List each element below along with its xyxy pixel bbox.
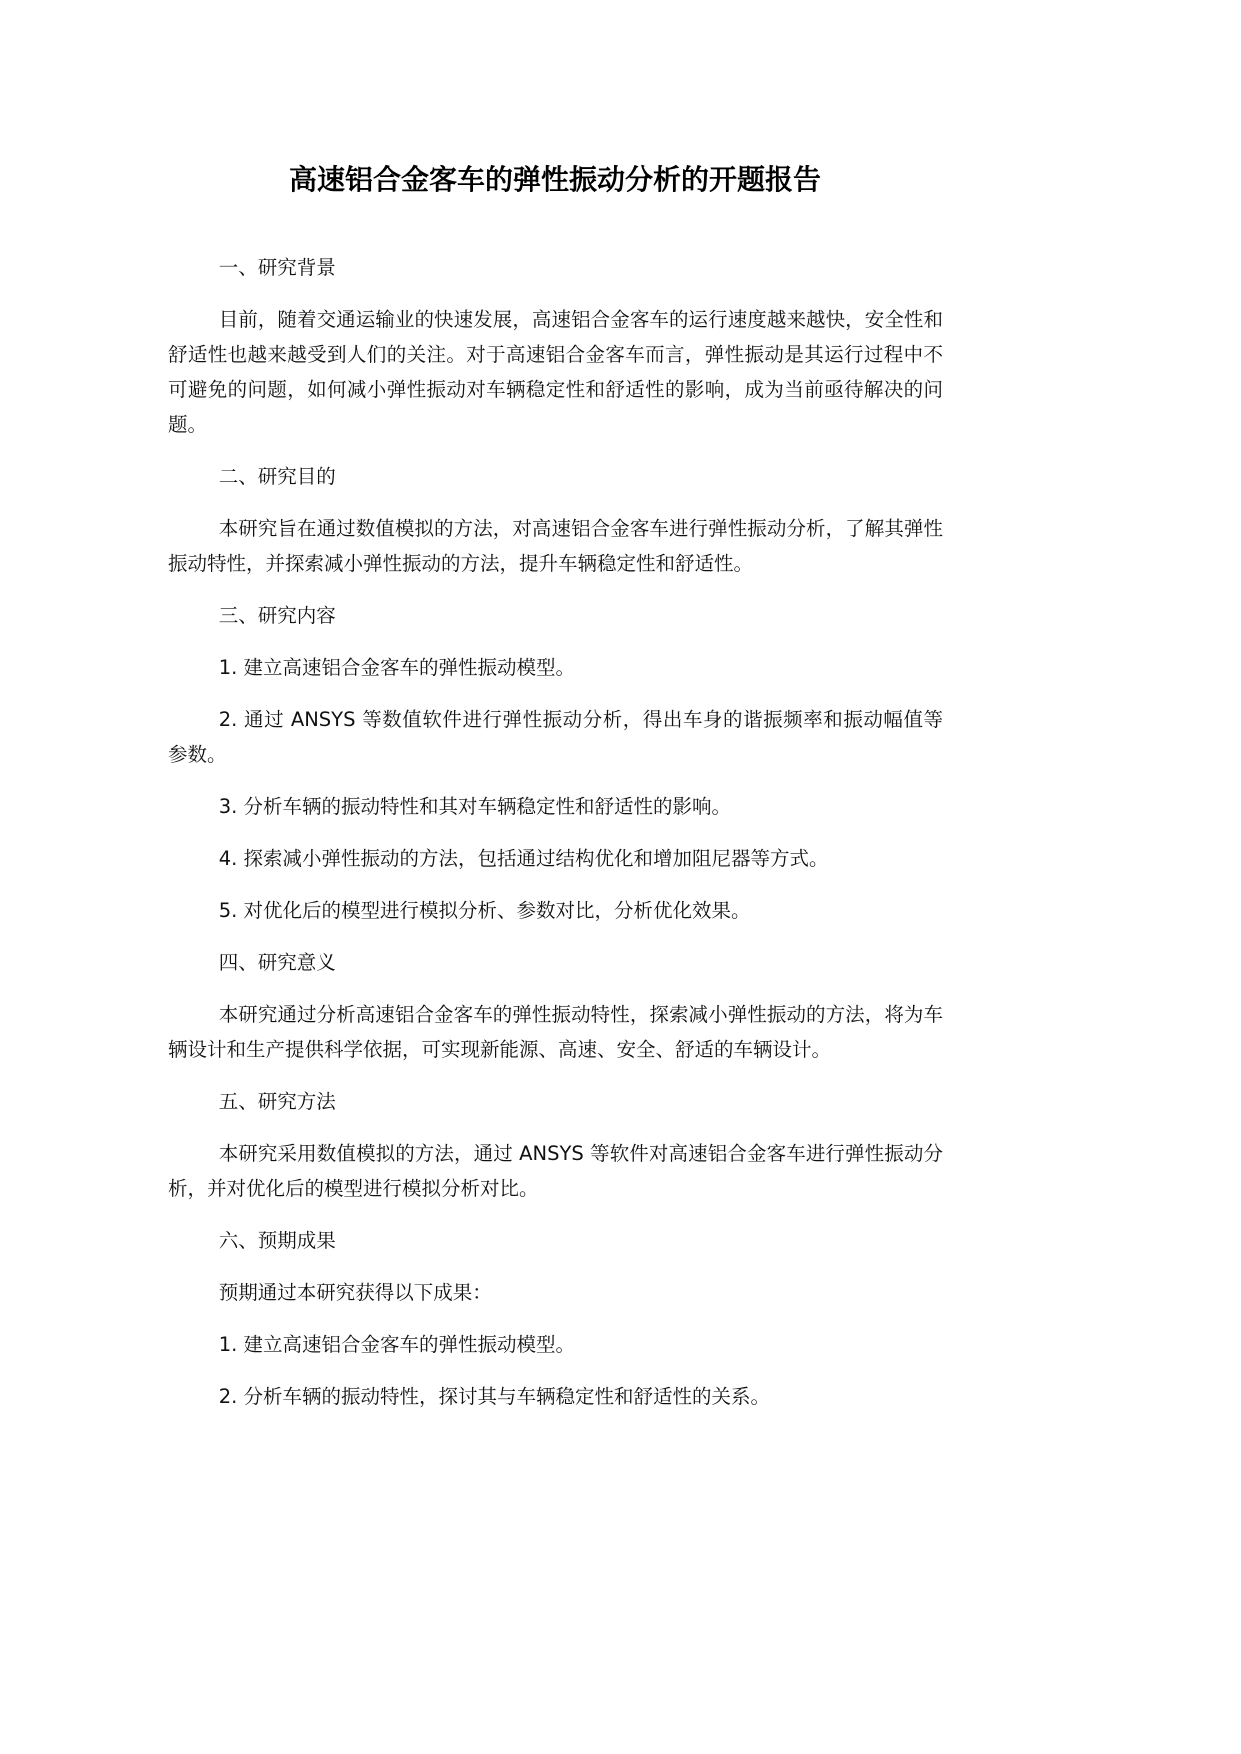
body-paragraph: 3. 分析车辆的振动特性和其对车辆稳定性和舒适性的影响。 [218, 795, 731, 818]
body-paragraph: 本研究通过分析高速铝合金客车的弹性振动特性，探索减小弹性振动的方法，将为车辆设计和生产提供科学依据，可实现新能源、高速、安全、舒适的车辆设计。 [168, 1003, 943, 1061]
document-title: 高速铝合金客车的弹性振动分析的开题报告 [288, 163, 821, 196]
section-heading: 六、预期成果 [218, 1229, 336, 1252]
body-paragraph: 2. 分析车辆的振动特性，探讨其与车辆稳定性和舒适性的关系。 [218, 1385, 770, 1408]
section-heading: 一、研究背景 [218, 256, 336, 279]
body-paragraph: 5. 对优化后的模型进行模拟分析、参数对比，分析优化效果。 [218, 899, 751, 922]
body-paragraph: 预期通过本研究获得以下成果： [218, 1281, 492, 1304]
body-paragraph: 2. 通过 ANSYS 等数值软件进行弹性振动分析，得出车身的谐振频率和振动幅值等参数。 [168, 708, 943, 766]
document-body [168, 250, 943, 1431]
section-heading: 二、研究目的 [218, 465, 336, 488]
body-paragraph: 1. 建立高速铝合金客车的弹性振动模型。 [218, 656, 575, 679]
section-heading: 五、研究方法 [218, 1090, 336, 1113]
body-paragraph: 4. 探索减小弹性振动的方法，包括通过结构优化和增加阻尼器等方式。 [218, 847, 829, 870]
section-heading: 四、研究意义 [218, 951, 336, 974]
body-paragraph: 本研究采用数值模拟的方法，通过 ANSYS 等软件对高速铝合金客车进行弹性振动分析，并对优化后的模型进行模拟分析对比。 [168, 1142, 943, 1200]
body-paragraph: 目前，随着交通运输业的快速发展，高速铝合金客车的运行速度越来越快，安全性和舒适性也越来越受到人们的关注。对于高速铝合金客车而言，弹性振动是其运行过程中不可避免的问题，如何减小弹性振动对车辆稳定性和舒适性的影响，成为当前亟待解决的问题。 [168, 308, 943, 436]
body-paragraph: 1. 建立高速铝合金客车的弹性振动模型。 [218, 1333, 575, 1356]
body-paragraph: 本研究旨在通过数值模拟的方法，对高速铝合金客车进行弹性振动分析，了解其弹性振动特性，并探索减小弹性振动的方法，提升车辆稳定性和舒适性。 [168, 517, 943, 575]
section-heading: 三、研究内容 [218, 604, 336, 627]
